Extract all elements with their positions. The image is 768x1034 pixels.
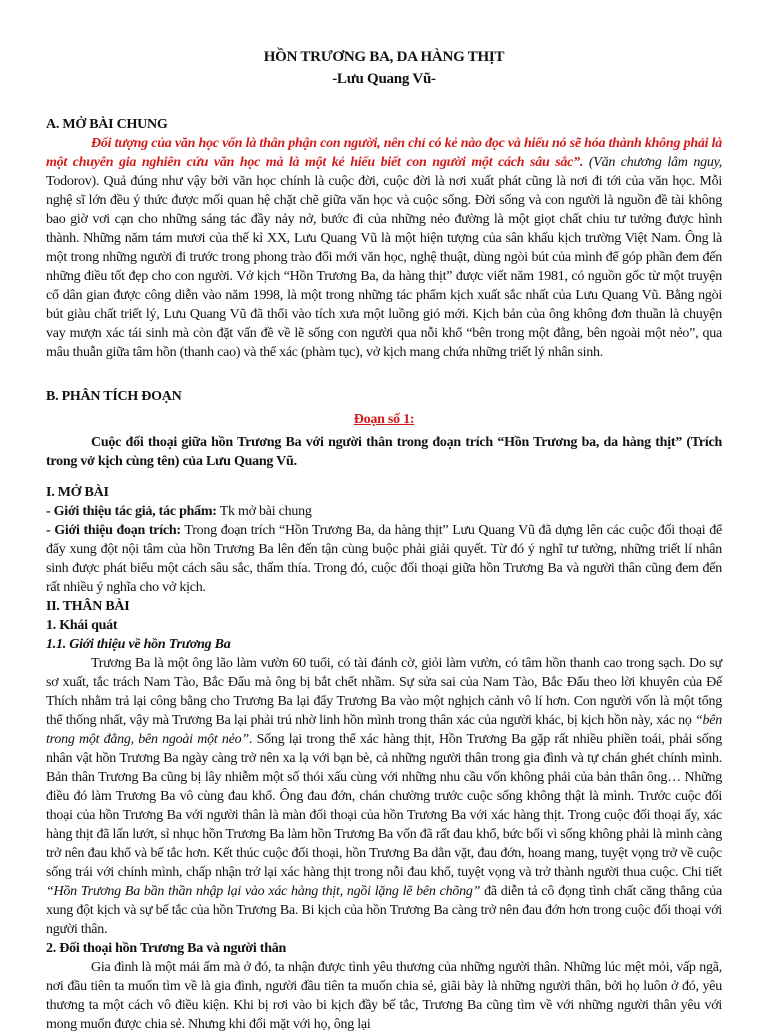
p1-part-b: . Sống lại trong thể xác hàng thịt, Hồn Trương Ba gặp rất nhiều phiền toái, phải sống nhân vật hồn Trương Ba ngày càng trở nên xa lạ với bạn bè, cả những người thân trong gia đình và tự chán ghét chính mình. Bản thân Trương Ba cũng bị lây nhiễm một số thói xấu cùng với những nhu cầu vốn không phải của bản thân ông… Những điều đó làm Trương Ba vô cùng đau khổ. Ông đau đớn, chán chường trước cuộc sống không thật là mình. Trước cuộc đối thoại của hồn Trương Ba với người thân là màn đối thoại của hồn Trương Ba với xác hàng thịt. Trong cuộc đối thoại ấy, xác hàng thịt đã lấn lướt, sỉ nhục hồn Trương Ba làm hồn Trương Ba vốn đã rất đau khổ, bức bối vì sống không phải là mình càng trở nên đau khổ và bế tắc hơn. Kết thúc cuộc đối thoại, hồn Trương Ba dằn vặt, đau đớn, hoang mang, tuyệt vọng trở về cuộc sống trái với chính mình, chấp nhận trở lại xác hàng thịt trong nỗi đau khổ, tuyệt vọng và trở thành người thua cuộc. Chi tiết [46, 732, 723, 880]
p1-quote-2: “Hồn Trương Ba bần thần nhập lại vào xác hàng thịt, ngồi lặng lẽ bên chõng” [46, 884, 481, 899]
khai-quat-heading: 1. Khái quát [46, 618, 118, 633]
p1-part-a: Trương Ba là một ông lão làm vườn 60 tuổi, có tài đánh cờ, giỏi làm vườn, có tâm hồn thanh cao trong sạch. Do sự sơ xuất, tắc trách Nam Tào, Bắc Đẩu mà ông bị bắt chết nhầm. Sự sửa sai của Nam Tào, Bắc Đẩu theo lời khuyên của Đế Thích nhằm trả lại công bằng cho Trương Ba lại đẩy Trương Ba vào một nghịch cảnh vô lí hơn. Con người vốn là một tổng thể thống nhất, vậy mà Trương Ba lại phải trú nhờ linh hồn mình trong thân xác của người khác, bị kịch hồn này, xác nọ [46, 656, 722, 728]
doi-thoai-paragraph: Gia đình là một mái ấm mà ở đó, ta nhận được tình yêu thương của những người thân. Những lúc mệt mỏi, vấp ngã, nơi đầu tiên ta muốn tìm về là gia đình, người đầu tiên ta muốn chia sẻ, giãi bày là những người thân, bởi họ luôn ở đó, yêu thương ta một cách vô điều kiện. Khi bị rơi vào bi kịch đầy bế tắc, Trương Ba cũng tìm về với những người thân yêu với mong muốn được chia sẻ. Nhưng khi đối mặt với họ, ông lại [46, 960, 722, 1032]
mo-bai-item-2-text: Trong đoạn trích “Hồn Trương Ba, da hàng thịt” Lưu Quang Vũ đã dựng lên các cuộc đối thoại để đẩy xung đột nội tâm của hồn Trương Ba lên đến tận cùng buộc phải giải quyết. Từ đó ý nghĩ tư tưởng, những triết lí nhân sinh được phát biểu một cách sâu sắc, thấm thía. Trong đó, cuộc đối thoại giữa hồn Trương Ba và người thân cũng đem đến rất nhiều ý nghĩa cho vở kịch. [46, 523, 722, 595]
p1-part-c: đã diễn tả cô đọng tình chất căng thẳng của xung đột kịch và sự bế tắc của hồn Trương Ba. Bi kịch của hồn Trương Ba càng trở nên đau đớn hơn trong cuộc đối thoại với người thân. [46, 884, 722, 937]
mo-bai-heading: I. MỞ BÀI [46, 485, 109, 500]
quote-citation: (Văn chương lâm nguy, [588, 155, 723, 170]
than-bai-heading: II. THÂN BÀI [46, 599, 130, 614]
truong-ba-paragraph [46, 654, 722, 939]
section-a-body: Quả đúng như vậy bởi văn học chính là cuộc đời, cuộc đời là nơi xuất phát cũng là nơi đi tới của văn học. Mỗi nghệ sĩ lớn đều ý thức được mối quan hệ chặt chẽ giữa văn học và cuộc sống. Đời sống và con người là nguồn đề tài không bao giờ vơi cạn cho những sáng tác đầy nảy nở, bước đi của những nẻo đường là một giọt chất chiu tư tưởng được hình thành. Những năm tám mươi của thế kỉ XX, Lưu Quang Vũ là một hiện tượng của sân khấu kịch trường Việt Nam. Ông là một trong những người đi trước trong phong trào đổi mới văn học, nghệ thuật, dùng ngòi bút của mình để góp phần đem đến những điều tốt đẹp cho con người. Vở kịch “Hồn Trương Ba, da hàng thịt” được viết năm 1981, có nguồn gốc từ một truyện cổ dân gian được công diễn vào năm 1998, là một trong những tác phẩm kịch xuất sắc nhất của Lưu Quang Vũ. Bằng ngòi bút giàu chất triết lý, Lưu Quang Vũ đã thổi vào tích xưa một luồng gió mới. Kịch bản của ông không đơn thuần là chuyện vay mượn xác tái sinh mà còn đặt vấn đề về lẽ sống con người qua nỗi khổ “bên trong một đằng, bên ngoài một nẻo”, qua mâu thuẫn giữa tâm hồn (thanh cao) và thể xác (phàm tục), vở kịch mang chứa những triết lý nhân sinh. [46, 174, 722, 360]
excerpt-label: Đoạn số 1: [353, 412, 415, 427]
excerpt-title: Cuộc đối thoại giữa hồn Trương Ba với người thân trong đoạn trích “Hồn Trương ba, da hàng thịt” (Trích trong vở kịch cùng tên) của Lưu Quang Vũ. [46, 435, 722, 469]
gioi-thieu-heading: 1.1. Giới thiệu về hồn Trương Ba [46, 637, 231, 652]
section-a-paragraph [46, 134, 722, 362]
document-title: HỒN TRƯƠNG BA, DA HÀNG THỊT [263, 49, 505, 65]
section-a-heading: A. MỞ BÀI CHUNG [46, 117, 168, 132]
mo-bai-item-2 [46, 521, 722, 597]
p1-quote-1: “bên trong một đằng, bên ngoài một nẻo” [46, 713, 722, 747]
mo-bai-item-2-label: - Giới thiệu đoạn trích: [46, 523, 181, 538]
section-b-heading: B. PHÂN TÍCH ĐOẠN [46, 389, 182, 404]
document-author: -Lưu Quang Vũ- [332, 71, 436, 87]
quote-citation-author: Todorov). [46, 174, 100, 189]
mo-bai-item-1-text: Tk mở bài chung [216, 504, 312, 519]
mo-bai-item-1 [46, 502, 722, 521]
opening-quote: Đối tượng của văn học vốn là thân phận con người, nên chỉ có kẻ nào đọc và hiểu nó sẽ hóa thành không phải là một chuyên gia nghiên cứu văn học mà là một kẻ hiểu biết con người một cách sâu sắc”. [46, 136, 722, 170]
doi-thoai-heading: 2. Đối thoại hồn Trương Ba và người thân [46, 941, 287, 956]
mo-bai-item-1-label: - Giới thiệu tác giả, tác phẩm: [46, 504, 217, 519]
